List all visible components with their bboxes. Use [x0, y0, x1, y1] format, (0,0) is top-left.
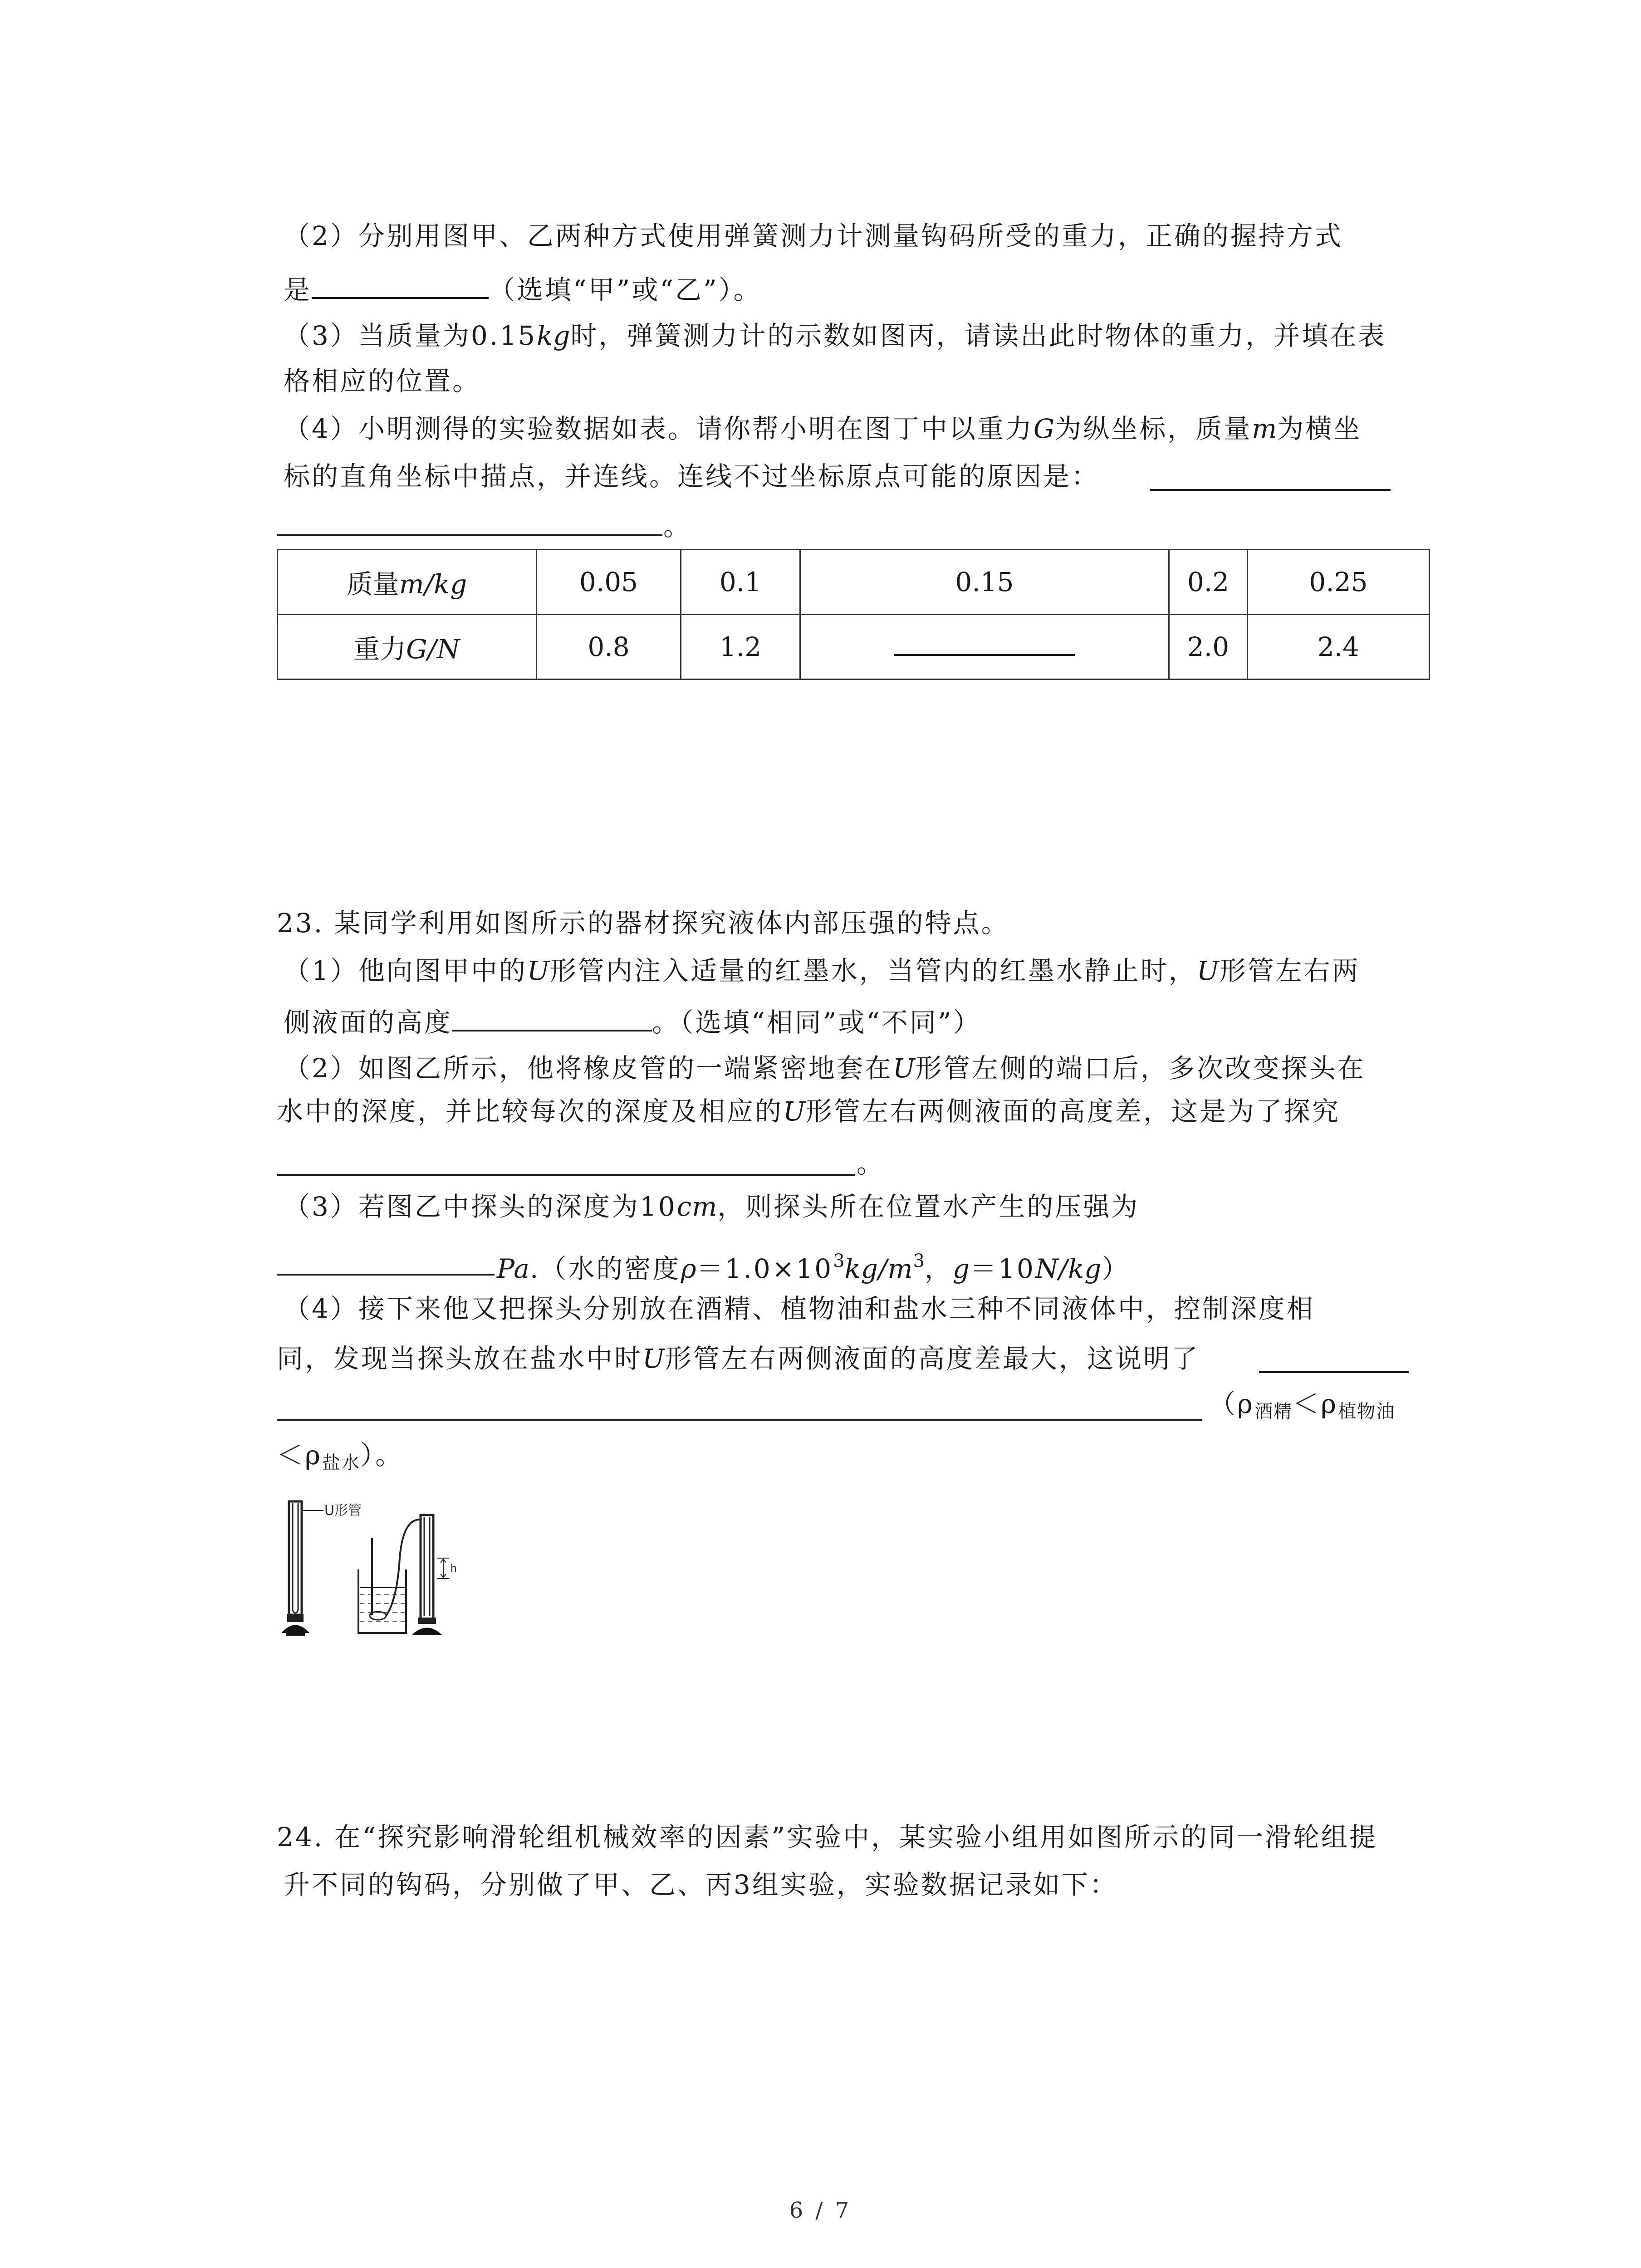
q22-part2-line1 — [284, 218, 1343, 254]
q24-text-b: 升不同的钩码，分别做了甲、乙、丙3组实验，实验数据记录如下： — [284, 1869, 1118, 1900]
q23-part2-line2 — [277, 1093, 1340, 1129]
table-row-mass — [278, 550, 1430, 615]
q22-part4-symbol-m: m — [1252, 413, 1278, 444]
q23-part2-text-b: 形管左侧的端口后，多次改变探头在 — [915, 1053, 1366, 1084]
q23-part1-text-b: 形管内注入适量的红墨水，当管内的红墨水静止时， — [549, 955, 1197, 986]
table-cell-weight: 2.0 — [1169, 615, 1248, 679]
table-cell-mass: 0.2 — [1169, 550, 1248, 615]
table-cell-mass: 0.1 — [681, 550, 800, 615]
q23-part3-unit: cm — [676, 1191, 718, 1222]
mass-unit: m/kg — [399, 569, 468, 600]
q22-part4-line1 — [284, 411, 1362, 447]
q22-part3-text-b: 时，弹簧测力计的示数如图丙，请读出此时物体的重力，并填在表 — [570, 320, 1386, 351]
q23-sub-alcohol: 酒精 — [1254, 1401, 1293, 1422]
q22-part4-answer-blank-b[interactable] — [277, 534, 662, 536]
q23-part3-comma: ， — [924, 1253, 953, 1284]
q22-part4-text-d: 标的直角坐标中描点，并连线。连线不过坐标原点可能的原因是： — [284, 461, 1100, 492]
q23-part4-line2 — [277, 1340, 1200, 1377]
q23-part2-text-c: 水中的深度，并比较每次的深度及相应的 — [277, 1096, 784, 1127]
weight-label: 重力 — [353, 634, 407, 665]
q23-part4-text-c: 形管左右两侧液面的高度差最大，这说明了 — [665, 1343, 1200, 1374]
q23-rho-lt: ＜ρ — [1293, 1388, 1338, 1419]
q23-part4-answer-blank-a[interactable] — [1259, 1371, 1409, 1373]
q24-text-a: 24. 在“探究影响滑轮组机械效率的因素”实验中，某实验小组用如图所示的同一滑轮组提 — [277, 1822, 1377, 1853]
q23-part1-text-e: 。（选填“相同”或“不同”） — [652, 1007, 981, 1038]
q23-part2-answer-blank[interactable] — [277, 1174, 855, 1176]
q22-part4-symbol-g: G — [1033, 413, 1055, 444]
q23-symbol-u: U — [642, 1343, 665, 1374]
q23-part3-line2 — [497, 1243, 1130, 1287]
q23-sub-veg-oil: 植物油 — [1338, 1401, 1396, 1422]
q23-part1-text-c: 形管左右两 — [1219, 955, 1360, 986]
q23-part1-answer-blank[interactable] — [452, 1002, 652, 1031]
beaker-with-probe — [358, 1520, 420, 1633]
q22-part3-text-a: （3）当质量为0.15 — [284, 320, 537, 351]
q22-part3-text-c: 格相应的位置。 — [284, 366, 481, 396]
q23-part3-line1 — [284, 1188, 1139, 1225]
q23-part1-text-a: （1）他向图甲中的 — [284, 955, 527, 986]
q22-part2-text-end: （选填“甲”或“乙”）。 — [489, 274, 762, 305]
q22-part4-answer-blank-a[interactable] — [1150, 489, 1391, 491]
q23-part3-text-e: ＝10 — [970, 1253, 1035, 1284]
q22-part4-text-c: 为横坐 — [1277, 413, 1362, 444]
table-cell-mass: 0.15 — [800, 550, 1169, 615]
u-tube-gauge-b — [411, 1515, 456, 1635]
q23-symbol-u: U — [783, 1096, 806, 1127]
q23-title-text: 23. 某同学利用如图所示的器材探究液体内部压强的特点。 — [277, 908, 1009, 938]
q23-part4-line1 — [284, 1290, 1315, 1327]
q23-rho-lt-2: ＜ρ — [277, 1440, 323, 1471]
q23-part3-text-b: ，则探头所在位置水产生的压强为 — [717, 1191, 1140, 1222]
q23-symbol-rho: ρ — [681, 1253, 697, 1284]
table-row-weight — [278, 615, 1430, 679]
q23-g-unit: N/kg — [1035, 1253, 1102, 1284]
q23-part2-period-text: 。 — [857, 1148, 885, 1179]
q24-line2 — [284, 1867, 1118, 1903]
q23-part2-line1 — [284, 1050, 1366, 1086]
q23-part4-answer-blank-b[interactable] — [277, 1419, 1202, 1421]
q23-title — [277, 905, 1009, 941]
q23-part4-end: ）。 — [360, 1440, 404, 1471]
q23-symbol-u: U — [892, 1053, 916, 1084]
q23-exponent: 3 — [833, 1251, 845, 1271]
table-cell-weight-blank[interactable] — [800, 615, 1169, 679]
q23-part3-unit-pa: Pa — [497, 1253, 530, 1284]
fig-label-u-tube: U形管 — [324, 1503, 362, 1519]
table-header-mass — [278, 550, 537, 615]
q23-part4-rho-note — [1209, 1386, 1395, 1430]
q23-part3-answer-blank[interactable] — [277, 1274, 495, 1276]
q23-part4-text-a: （4）接下来他又把探头分别放在酒精、植物油和盐水三种不同液体中，控制深度相 — [284, 1293, 1315, 1324]
mass-label: 质量 — [346, 569, 399, 600]
q22-part2-line2 — [284, 270, 762, 308]
page-number: 6 / 7 — [789, 2198, 852, 2223]
u-tube-apparatus-figure — [279, 1497, 488, 1642]
q23-symbol-u: U — [527, 955, 550, 986]
q23-part1-line2 — [284, 1002, 981, 1041]
q23-part3-text-d: ＝1.0×10 — [696, 1253, 833, 1284]
q22-part3-line2 — [284, 363, 480, 399]
q23-part2-text-a: （2）如图乙所示，他将橡皮管的一端紧密地套在 — [284, 1053, 893, 1084]
q23-part4-rho-note-cont — [277, 1437, 403, 1481]
q22-part4-period-text: 。 — [663, 511, 692, 542]
q22-part4-text-a: （4）小明测得的实验数据如表。请你帮小明在图丁中以重力 — [284, 413, 1034, 444]
table-cell-weight: 0.8 — [537, 615, 681, 679]
q23-part3-text-a: （3）若图乙中探头的深度为10 — [284, 1191, 677, 1222]
q24-line1 — [277, 1819, 1377, 1855]
q23-part3-text-c: .（水的密度 — [530, 1253, 681, 1284]
q22-part2-text: （2）分别用图甲、乙两种方式使用弹簧测力计测量钩码所受的重力，正确的握持方式 — [284, 220, 1343, 251]
table-header-weight — [278, 615, 537, 679]
q22-part2-text-start: 是 — [284, 274, 312, 305]
q22-part3-line1 — [284, 318, 1386, 354]
table-cell-mass: 0.25 — [1248, 550, 1430, 615]
u-tube-gauge-a — [281, 1501, 309, 1636]
q23-part2-period — [857, 1145, 885, 1182]
q23-rho-open: （ρ — [1209, 1388, 1255, 1419]
q23-part4-text-b: 同，发现当探头放在盐水中时 — [277, 1343, 643, 1374]
q22-part4-text-b: 为纵坐标，质量 — [1055, 413, 1252, 444]
q23-part1-line1 — [284, 953, 1360, 989]
mass-weight-table — [277, 549, 1430, 680]
weight-answer-blank[interactable] — [894, 631, 1075, 656]
q23-exponent: 3 — [913, 1251, 925, 1271]
q22-part2-answer-blank[interactable] — [312, 270, 489, 299]
q23-sub-salt-water: 盐水 — [322, 1452, 361, 1473]
q23-part3-close: ） — [1102, 1253, 1130, 1284]
table-cell-weight: 1.2 — [681, 615, 800, 679]
q23-part1-text-d: 侧液面的高度 — [284, 1007, 453, 1038]
q23-symbol-g: g — [952, 1253, 970, 1284]
q22-part3-unit: kg — [537, 320, 571, 351]
q22-part4-line2 — [284, 458, 1099, 494]
fig-label-h: h — [451, 1562, 457, 1574]
q23-density-unit: kg/m — [844, 1253, 913, 1284]
weight-unit: G/N — [406, 634, 460, 665]
table-cell-weight: 2.4 — [1248, 615, 1430, 679]
q23-symbol-u: U — [1196, 955, 1220, 986]
table-cell-mass: 0.05 — [537, 550, 681, 615]
q22-part4-period — [663, 508, 691, 544]
q23-part2-text-d: 形管左右两侧液面的高度差，这是为了探究 — [805, 1096, 1340, 1127]
